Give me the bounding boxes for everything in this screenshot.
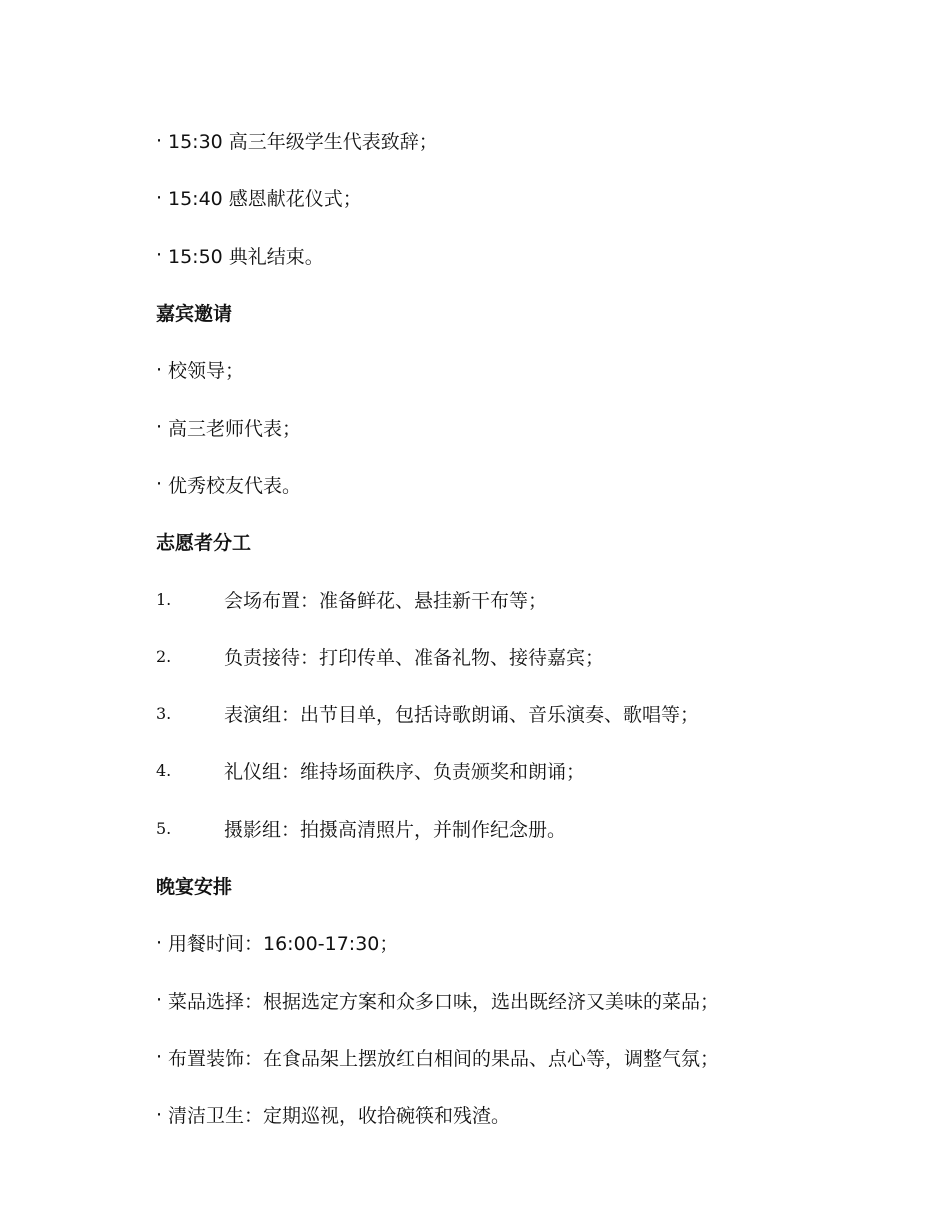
guest-item: 校领导； <box>168 360 245 383</box>
volunteer-item: 礼仪组：维持场面秩序、负责颁奖和朗诵； <box>224 761 586 784</box>
list-item <box>156 1086 856 1143</box>
section-heading-banquet: 晚宴安排 <box>156 876 233 898</box>
schedule-item: 15:40 感恩献花仪式； <box>168 188 362 211</box>
item-number: 5. <box>156 818 172 838</box>
numbered-item <box>156 742 856 799</box>
document-page <box>156 112 856 1143</box>
list-item <box>156 914 856 971</box>
bullet: · <box>156 1103 163 1126</box>
banquet-item: 菜品选择：根据选定方案和众多口味，选出既经济又美味的菜品； <box>168 990 720 1013</box>
list-item <box>156 398 856 455</box>
numbered-item <box>156 685 856 742</box>
volunteer-item: 负责接待：打印传单、准备礼物、接待嘉宾； <box>224 646 605 669</box>
banquet-item: 用餐时间：16:00-17:30； <box>168 933 399 956</box>
bullet: · <box>156 931 163 954</box>
list-item <box>156 227 856 284</box>
bullet: · <box>156 358 163 381</box>
numbered-item <box>156 570 856 627</box>
bullet: · <box>156 989 163 1012</box>
volunteer-item: 表演组：出节目单，包括诗歌朗诵、音乐演奏、歌唱等； <box>224 704 700 727</box>
volunteer-item: 摄影组：拍摄高清照片，并制作纪念册。 <box>224 818 567 841</box>
bullet: · <box>156 244 163 267</box>
numbered-item <box>156 628 856 685</box>
item-number: 2. <box>156 646 172 666</box>
list-item <box>156 971 856 1028</box>
guest-item: 优秀校友代表。 <box>168 474 302 497</box>
numbered-item <box>156 800 856 857</box>
banquet-item: 清洁卫生：定期巡视，收拾碗筷和残渣。 <box>168 1105 511 1128</box>
item-number: 1. <box>156 589 172 609</box>
volunteer-item: 会场布置：准备鲜花、悬挂新干布等； <box>224 589 548 612</box>
schedule-item: 15:30 高三年级学生代表致辞； <box>168 131 438 154</box>
item-number: 4. <box>156 761 172 781</box>
list-item <box>156 1029 856 1086</box>
schedule-item: 15:50 典礼结束。 <box>168 245 324 268</box>
bullet: · <box>156 1046 163 1069</box>
section-heading-guests: 嘉宾邀请 <box>156 303 233 326</box>
bullet: · <box>156 473 163 496</box>
list-item <box>156 456 856 513</box>
guest-item: 高三老师代表； <box>168 417 302 440</box>
list-item <box>156 169 856 226</box>
bullet: · <box>156 186 163 209</box>
bullet: · <box>156 129 163 152</box>
bullet: · <box>156 416 163 439</box>
section-heading-volunteers: 志愿者分工 <box>156 532 252 555</box>
list-item <box>156 341 856 398</box>
item-number: 3. <box>156 704 172 724</box>
list-item <box>156 112 856 169</box>
banquet-item: 布置装饰：在食品架上摆放红白相间的果品、点心等，调整气氛； <box>168 1047 720 1070</box>
